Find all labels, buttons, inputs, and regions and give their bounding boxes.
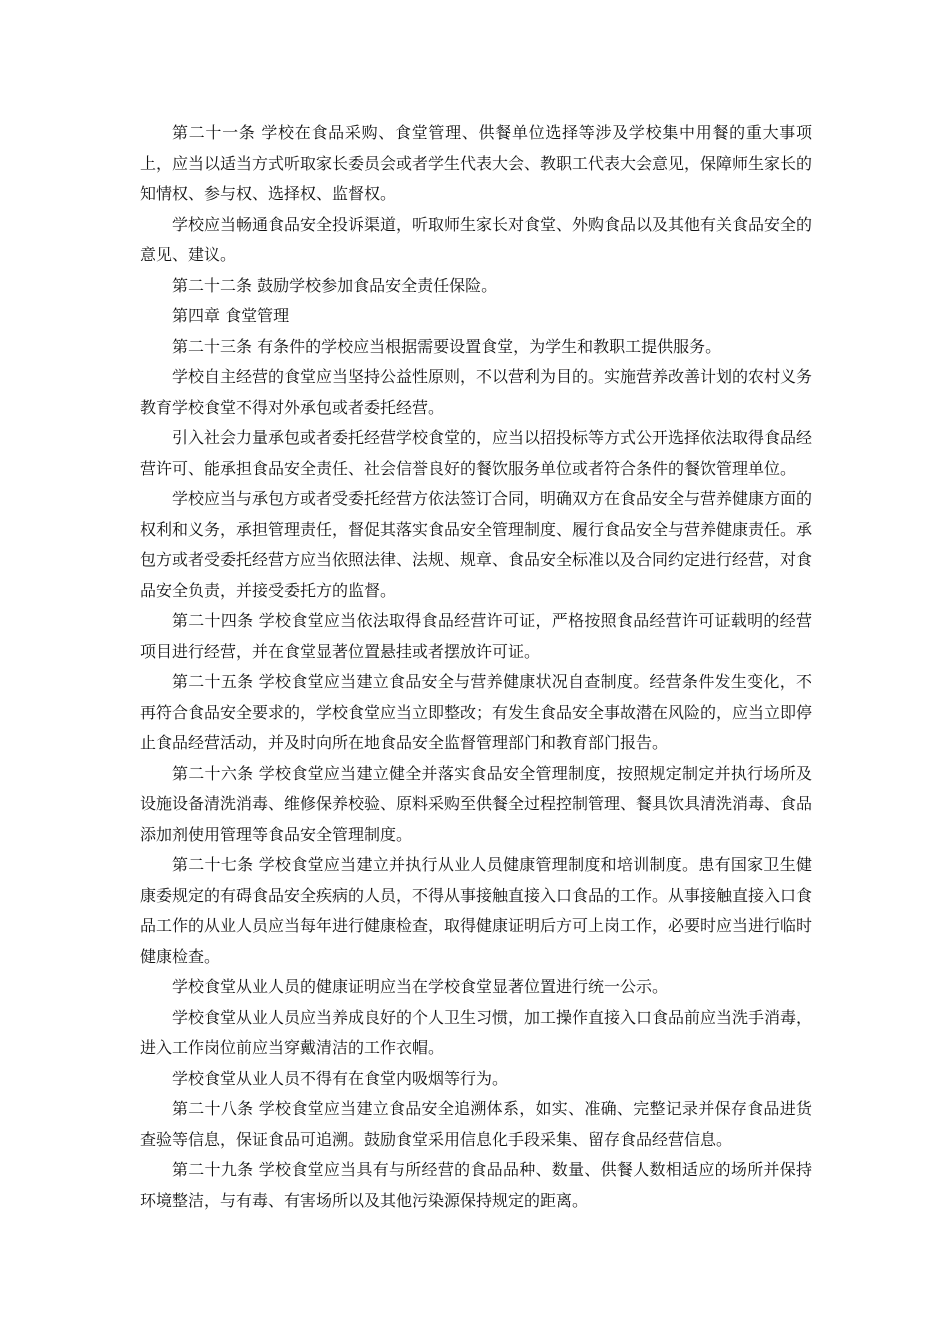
paragraph-contract-obligations: 学校应当与承包方或者受委托经营方依法签订合同，明确双方在食品安全与营养健康方面的权利和义务，承担管理责任，督促其落实食品安全管理制度、履行食品安全与营养健康责任。承包方或者受委托经营方应当依照法律、法规、规章、食品安全标准以及合同约定进行经营，对食品安全负责，并接受委托方的监督。 <box>140 489 813 600</box>
paragraph-article-22: 第二十二条 鼓励学校参加食品安全责任保险。 <box>172 275 498 295</box>
paragraph-complaint-channel: 学校应当畅通食品安全投诉渠道，听取师生家长对食堂、外购食品以及其他有关食品安全的意见、建议。 <box>140 214 813 264</box>
document-body <box>140 118 812 1216</box>
paragraph-no-smoking: 学校食堂从业人员不得有在食堂内吸烟等行为。 <box>172 1068 509 1088</box>
paragraph-article-27: 第二十七条 学校食堂应当建立并执行从业人员健康管理制度和培训制度。患有国家卫生健康委规定的有碍食品安全疾病的人员，不得从事接触直接入口食品的工作。从事接触直接入口食品工作的从业人员应当每年进行健康检查，取得健康证明后方可上岗工作，必要时应当进行临时健康检查。 <box>140 855 813 966</box>
paragraph-article-26: 第二十六条 学校食堂应当建立健全并落实食品安全管理制度，按照规定制定并执行场所及设施设备清洗消毒、维修保养校验、原料采购至供餐全过程控制管理、餐具饮具清洗消毒、食品添加剂使用管理等食品安全管理制度。 <box>140 763 813 844</box>
paragraph-article-29: 第二十九条 学校食堂应当具有与所经营的食品品种、数量、供餐人数相适应的场所并保持环境整洁，与有毒、有害场所以及其他污染源保持规定的距离。 <box>140 1160 812 1210</box>
paragraph-health-certificate: 学校食堂从业人员的健康证明应当在学校食堂显著位置进行统一公示。 <box>172 977 669 996</box>
paragraph-article-25: 第二十五条 学校食堂应当建立食品安全与营养健康状况自查制度。经营条件发生变化，不再符合食品安全要求的，学校食堂应当立即整改；有发生食品安全事故潜在风险的，应当立即停止食品经营活动，并及时向所在地食品安全监督管理部门和教育部门报告。 <box>140 672 813 752</box>
chapter-heading: 第四章 食堂管理 <box>172 306 290 325</box>
paragraph-article-21: 第二十一条 学校在食品采购、食堂管理、供餐单位选择等涉及学校集中用餐的重大事项上，应当以适当方式听取家长委员会或者学生代表大会、教职工代表大会意见，保障师生家长的知情权、参与权、选择权、监督权。 <box>140 123 813 203</box>
paragraph-contracted-canteen: 引入社会力量承包或者委托经营学校食堂的，应当以招投标等方式公开选择依法取得食品经营许可、能承担食品安全责任、社会信誉良好的餐饮服务单位或者符合条件的餐饮管理单位。 <box>140 428 813 478</box>
paragraph-personal-hygiene: 学校食堂从业人员应当养成良好的个人卫生习惯，加工操作直接入口食品前应当洗手消毒，进入工作岗位前应当穿戴清洁的工作衣帽。 <box>140 1007 813 1057</box>
paragraph-article-24: 第二十四条 学校食堂应当依法取得食品经营许可证，严格按照食品经营许可证载明的经营项目进行经营，并在食堂显著位置悬挂或者摆放许可证。 <box>140 611 812 661</box>
paragraph-article-28: 第二十八条 学校食堂应当建立食品安全追溯体系，如实、准确、完整记录并保存食品进货查验等信息，保证食品可追溯。鼓励食堂采用信息化手段采集、留存食品经营信息。 <box>140 1099 812 1149</box>
paragraph-article-23: 第二十三条 有条件的学校应当根据需要设置食堂，为学生和教职工提供服务。 <box>172 336 722 356</box>
paragraph-self-operated-canteen: 学校自主经营的食堂应当坚持公益性原则，不以营利为目的。实施营养改善计划的农村义务教育学校食堂不得对外承包或者委托经营。 <box>140 367 813 417</box>
